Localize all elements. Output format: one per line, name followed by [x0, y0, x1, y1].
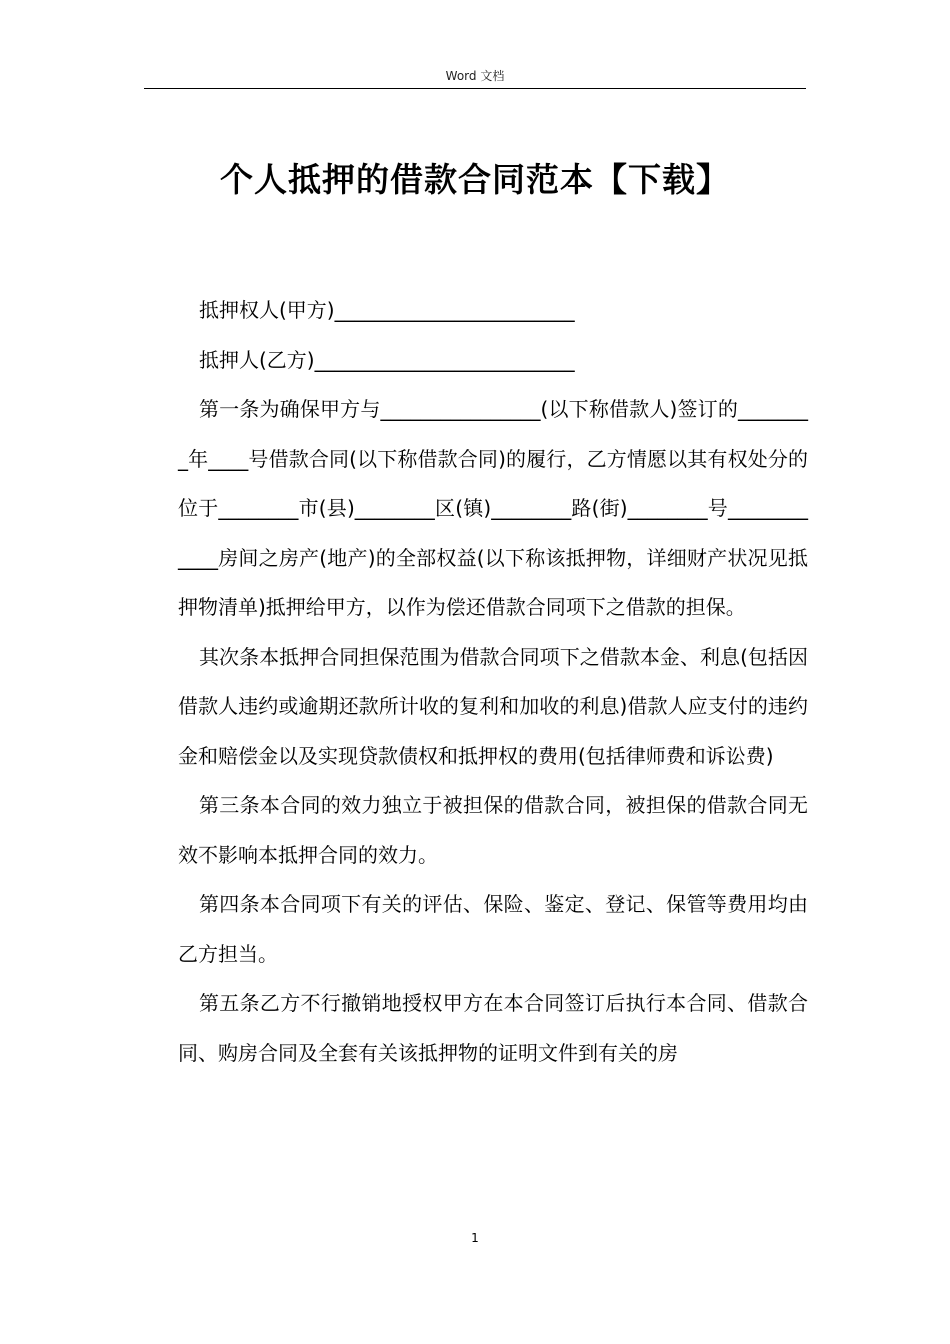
document-title: 个人抵押的借款合同范本【下载】	[220, 160, 730, 199]
paragraph-mortgagee: 抵押权人(甲方)________________________	[199, 298, 575, 322]
paragraph-article-2: 其次条本抵押合同担保范围为借款合同项下之借款本金、利息(包括因借款人违约或逾期还款所计收的复利和加收的利息)借款人应支付的违约金和赔偿金以及实现贷款债权和抵押权的费用(包括律师费和诉讼费)	[178, 644, 808, 768]
header-label: Word 文档	[445, 69, 505, 83]
paragraph-article-3: 第三条本合同的效力独立于被担保的借款合同，被担保的借款合同无效不影响本抵押合同的效力。	[178, 793, 808, 867]
page-header	[144, 66, 806, 89]
paragraph-article-5: 第五条乙方不行撤销地授权甲方在本合同签订后执行本合同、借款合同、购房合同及全套有关该抵押物的证明文件到有关的房	[178, 991, 808, 1065]
paragraph-article-4: 第四条本合同项下有关的评估、保险、鉴定、登记、保管等费用均由乙方担当。	[178, 892, 808, 966]
document-body	[178, 286, 808, 1078]
paragraph-mortgagor: 抵押人(乙方)__________________________	[199, 347, 575, 372]
page-number: 1	[471, 1231, 479, 1245]
paragraph-article-1: 第一条为确保甲方与________________(以下称借款人)签订的________年____号借款合同(以下称借款合同)的履行，乙方情愿以其有权处分的位于________市(县)________区(镇)________路(街)________号____________房间之房产(地产)的全部权益(以下称该抵押物，详细财产状况见抵押物清单)抵押给甲方，以作为偿还借款合同项下之借款的担保。	[178, 397, 808, 619]
